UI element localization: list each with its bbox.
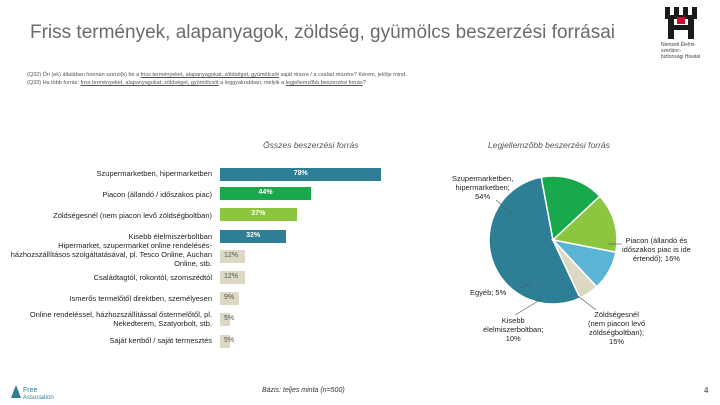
pie-label-egyeb: Egyéb; 5% <box>470 288 507 297</box>
bar-category: Online rendeléssel, házhozszállítással őstermelőtől, pl. Nekedterem, Szatyorbolt, stb. <box>29 310 212 328</box>
pie-leader-line <box>578 296 596 310</box>
free-association-logo-icon <box>8 382 68 402</box>
pie-leader-line <box>515 300 540 315</box>
svg-text:Association: Association <box>23 395 54 401</box>
bar-chart-subtitle: Összes beszerzési forrás <box>263 140 359 150</box>
logo-text: Nemzeti Élelmi- szerlánc- biztonsági Hivatal <box>661 42 701 60</box>
base-note: Bázis: teljes minta (n=500) <box>262 387 345 394</box>
brand-text: Free <box>23 387 38 394</box>
bar-category: Zöldségesnél (nem piacon levő zöldségboltban) <box>53 211 212 220</box>
bar-category: Saját kertből / saját termesztés <box>109 336 212 345</box>
bar-value-label: 12% <box>224 252 239 259</box>
question-q33: (Q33) Ha több forrás: friss terményeket, alapanyagokat, zöldséget, gyümölcsöt a leggyakrabban, melyik a legjellemzőbb beszerzési forrás? <box>27 80 366 86</box>
page-number: 4 <box>704 386 709 395</box>
question-q32: (Q32) Ön (ek) általában honnan szerzi(k) be a friss terményeket, alapanyagokat, zöldséget, gyümölcsöt saját részre / a család részére? Kérem, jelölje mind. <box>27 72 407 78</box>
bar-category: Családtagtól, rokontól, szomszédtól <box>93 273 212 282</box>
bar-category: Ismerős termelőtől direktben, személyesen <box>69 294 212 303</box>
bar-value-label: 44% <box>258 189 273 196</box>
bar-category: Piacon (állandó / időszakos piac) <box>102 190 212 199</box>
pie-label-kisebb: Kisebb élelmiszerboltban; 10% <box>483 316 544 343</box>
bar-value-label: 5% <box>224 337 235 344</box>
bar-value-label: 12% <box>224 273 239 280</box>
bar-category: Hipermarket, szupermarket online rendelésés-házhozszállításos szolgáltatásával, pl. Tesco Online, Auchan Online, stb. <box>10 241 212 268</box>
pie-label-piac: Piacon (állandó és időszakos piac is ide értendő); 16% <box>622 236 691 263</box>
pie-label-super: Szupermarketben, hipermarketben; 54% <box>452 174 514 201</box>
pie-label-zoldseg: Zöldségesnél (nem piacon levő zöldségboltban); 15% <box>588 310 646 346</box>
bar-value-label: 5% <box>224 315 235 322</box>
bar-value-label: 78% <box>293 170 308 177</box>
bar-category: Szupermarketben, hipermarketben <box>96 169 212 178</box>
bar-value-label: 9% <box>224 294 235 301</box>
page-title: Friss termények, alapanyagok, zöldség, gyümölcs beszerzési forrásai <box>30 22 616 43</box>
bar-value-label: 37% <box>251 210 266 217</box>
bar-value-label: 32% <box>246 232 261 239</box>
bar-category: Kisebb élelmiszerboltban <box>128 232 212 241</box>
pie-chart-subtitle: Legjellemzőbb beszerzési forrás <box>488 140 610 150</box>
